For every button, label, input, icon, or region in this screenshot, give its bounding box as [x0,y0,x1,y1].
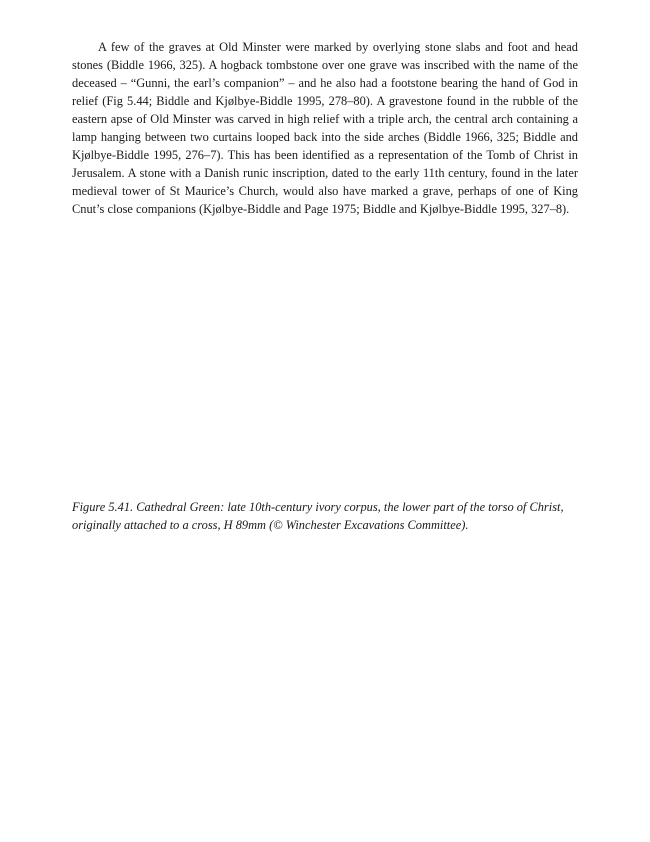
figure-image-area [72,250,578,490]
body-paragraph: A few of the graves at Old Minster were marked by overlying stone slabs and foot and head stones (Biddle 1966, 325). A hogback tombstone over one grave was inscribed with the name of the deceased – “Gunni, the earl’s companion” – and he also had a footstone bearing the hand of God in relief (Fig 5.44; Biddle and Kjølbye-Biddle 1995, 278–80). A gravestone found in the rubble of the eastern apse of Old Minster was carved in high relief with a triple arch, the central arch containing a lamp hanging between two curtains looped back into the side arches (Biddle 1966, 325; Biddle and Kjølbye-Biddle 1995, 276–7). This has been identified as a representation of the Tomb of Christ in Jerusalem. A stone with a Danish runic inscription, dated to the early 11th century, found in the later medieval tower of St Maurice’s Church, would also have marked a grave, perhaps of one of King Cnut’s close companions (Kjølbye-Biddle and Page 1975; Biddle and Kjølbye-Biddle 1995, 327–8). [72,40,578,216]
figure-caption: Figure 5.41. Cathedral Green: late 10th-century ivory corpus, the lower part of the torso of Christ, originally attached to a cross, H 89mm (© Winchester Excavations Committee). [72,500,564,532]
